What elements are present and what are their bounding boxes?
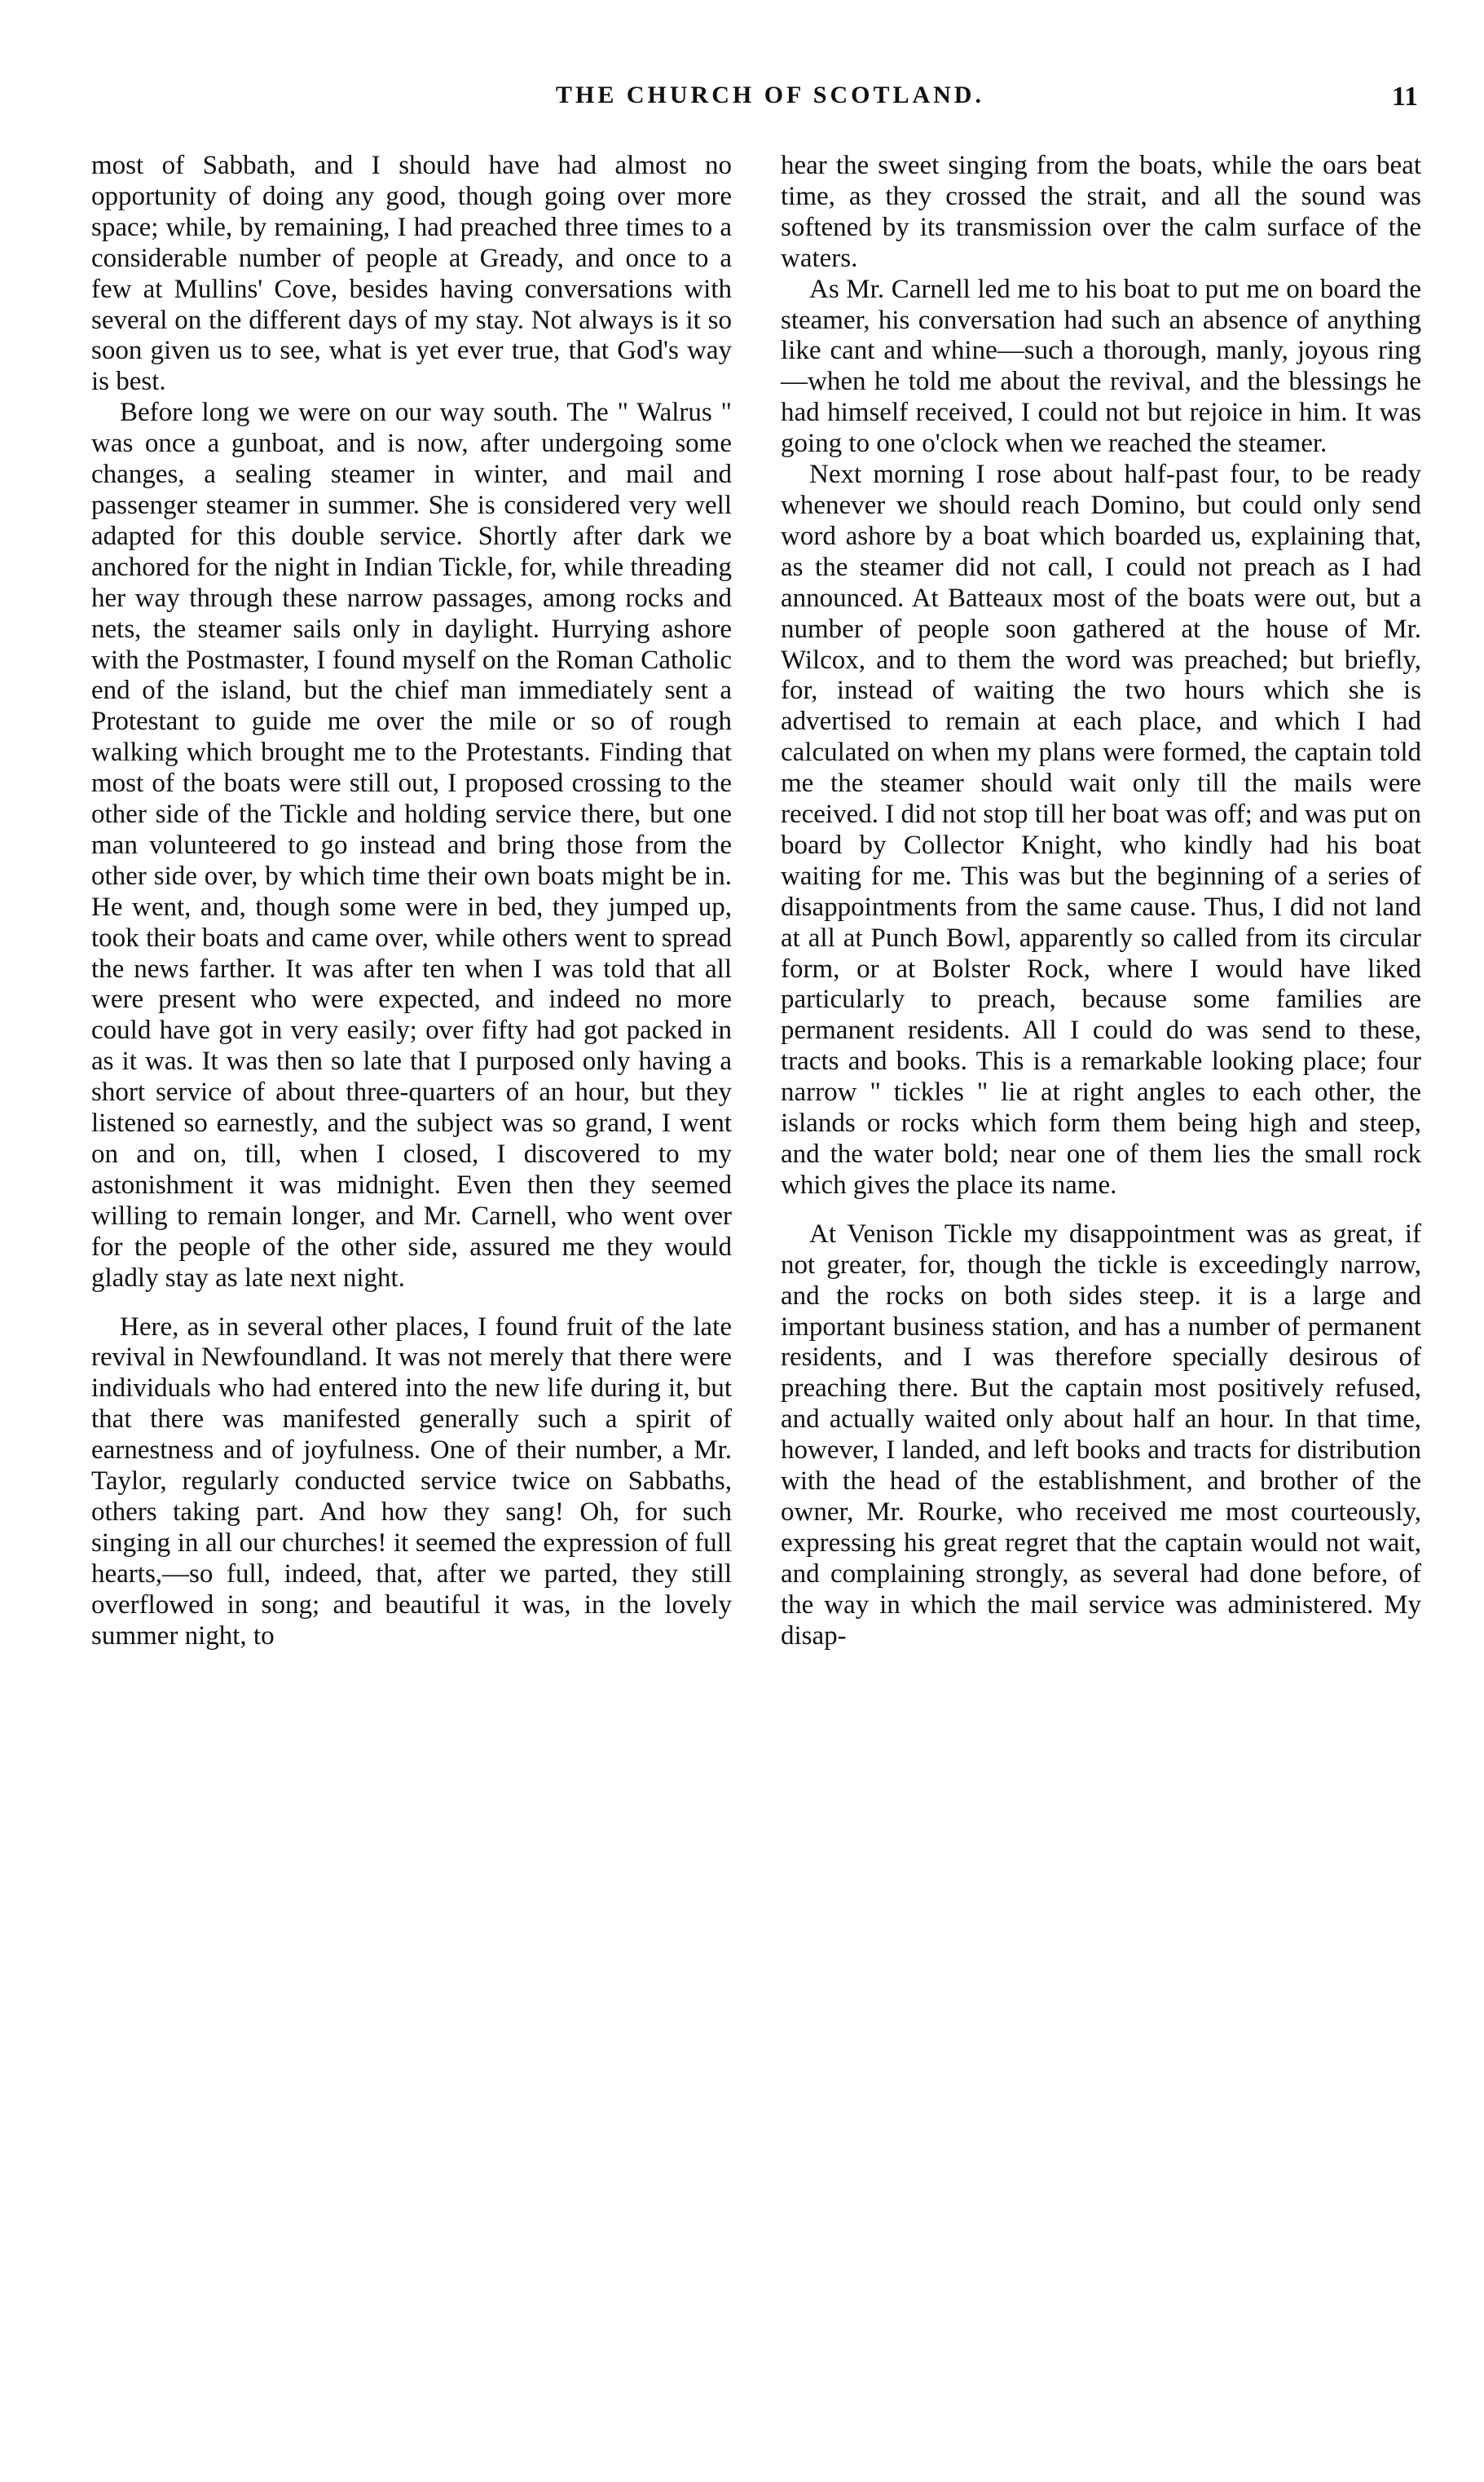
paragraph: hear the sweet singing from the boats, while the oars beat time, as they crossed the strait, and all the sound was softened by its transmission over the calm surface of the waters. [781, 151, 1421, 273]
paragraph: Before long we were on our way south. The " Walrus " was once a gunboat, and is now, after undergoing some changes, a sealing steamer in winter, and mail and passenger steamer in summer. She is considered very well adapted for this double service. Shortly after dark we anchored for the night in Indian Tickle, for, while threading her way through these narrow passages, among rocks and nets, the steamer sails only in daylight. Hurrying ashore with the Postmaster, I found myself on the Roman Catholic end of the island, but the chief man immediately sent a Protestant to guide me over the mile or so of rough walking which brought me to the Protestants. Finding that most of the boats were still out, I proposed crossing to the other side of the Tickle and holding service there, but one man volunteered to go instead and bring those from the other side over, by which time their own boats might be in. He went, and, though some were in bed, they jumped up, took their boats and came over, while others went to spread the news farther. It was after ten when I was told that all were present who were expected, and indeed no more could have got in very easily; over fifty had got packed in as it was. It was then so late that I purposed only having a short service of about three-quarters of an hour, but they listened so earnestly, and the subject was so grand, I went on and on, till, when I closed, I discovered to my astonishment it was midnight. Even then they seemed willing to remain longer, and Mr. Carnell, who went over for the people of the other side, assured me they would gladly stay as late next night. [91, 398, 732, 1293]
paragraph: At Venison Tickle my disappointment was as great, if not greater, for, though the tickle is exceedingly narrow, and the rocks on both sides steep. it is a large and important business station, and has a number of permanent residents, and I was therefore specially desirous of preaching there. But the captain most positively refused, and actually waited only about half an hour. In that time, however, I landed, and left books and tracts for distribution with the head of the establishment, and brother of the owner, Mr. Rourke, who received me most courteously, expressing his great regret that the captain would not wait, and complaining strongly, as several had done before, of the way in which the mail service was administered. My disap- [781, 1219, 1421, 1651]
paragraph: Next morning I rose about half-past four, to be ready whenever we should reach Domino, but could only send word ashore by a boat which boarded us, explaining that, as the steamer did not call, I could not preach as I had announced. At Batteaux most of the boats were out, but a number of people soon gathered at the house of Mr. Wilcox, and to them the word was preached; but briefly, for, instead of waiting the two hours which she is advertised to remain at each place, and which I had calculated on when my plans were formed, the captain told me the steamer should wait only till the mails were received. I did not stop till her boat was off; and was put on board by Collector Knight, who kindly had his boat waiting for me. This was but the beginning of a series of disappointments from the same cause. Thus, I did not land at all at Punch Bowl, apparently so called from its circular form, or at Bolster Rock, where I would have liked particularly to preach, because some families are permanent residents. All I could do was send to these, tracts and books. This is a remarkable looking place; four narrow " tickles " lie at right angles to each other, the islands or rocks which form them being high and steep, and the water bold; near one of them lies the small rock which gives the place its name. [781, 460, 1421, 1200]
paragraph: most of Sabbath, and I should have had almost no opportunity of doing any good, though going over more space; while, by remaining, I had preached three times to a considerable number of people at Gready, and once to a few at Mullins' Cove, besides having conversations with several on the different days of my stay. Not always is it so soon given us to see, what is yet ever true, that God's way is best. [91, 151, 732, 397]
right-column [781, 151, 1421, 2458]
paragraph: As Mr. Carnell led me to his boat to put me on board the steamer, his conversation had such an absence of anything like cant and whine—such a thorough, manly, joyous ring—when he told me about the revival, and the blessings he had himself received, I could not but rejoice in him. It was going to one o'clock when we reached the steamer. [781, 274, 1421, 459]
left-column [91, 151, 732, 2458]
running-title: THE CHURCH OF SCOTLAND. [556, 82, 984, 108]
page-number: 11 [1391, 82, 1418, 112]
paragraph: Here, as in several other places, I found fruit of the late revival in Newfoundland. It was not merely that there were individuals who had entered into the new life during it, but that there was manifested generally such a spirit of earnestness and of joyfulness. One of their number, a Mr. Taylor, regularly conducted service twice on Sabbaths, others taking part. And how they sang! Oh, for such singing in all our churches! it seemed the expression of full hearts,—so full, indeed, that, after we parted, they still overflowed in song; and beautiful it was, in the lovely summer night, to [91, 1312, 732, 1651]
running-header [122, 82, 1418, 122]
